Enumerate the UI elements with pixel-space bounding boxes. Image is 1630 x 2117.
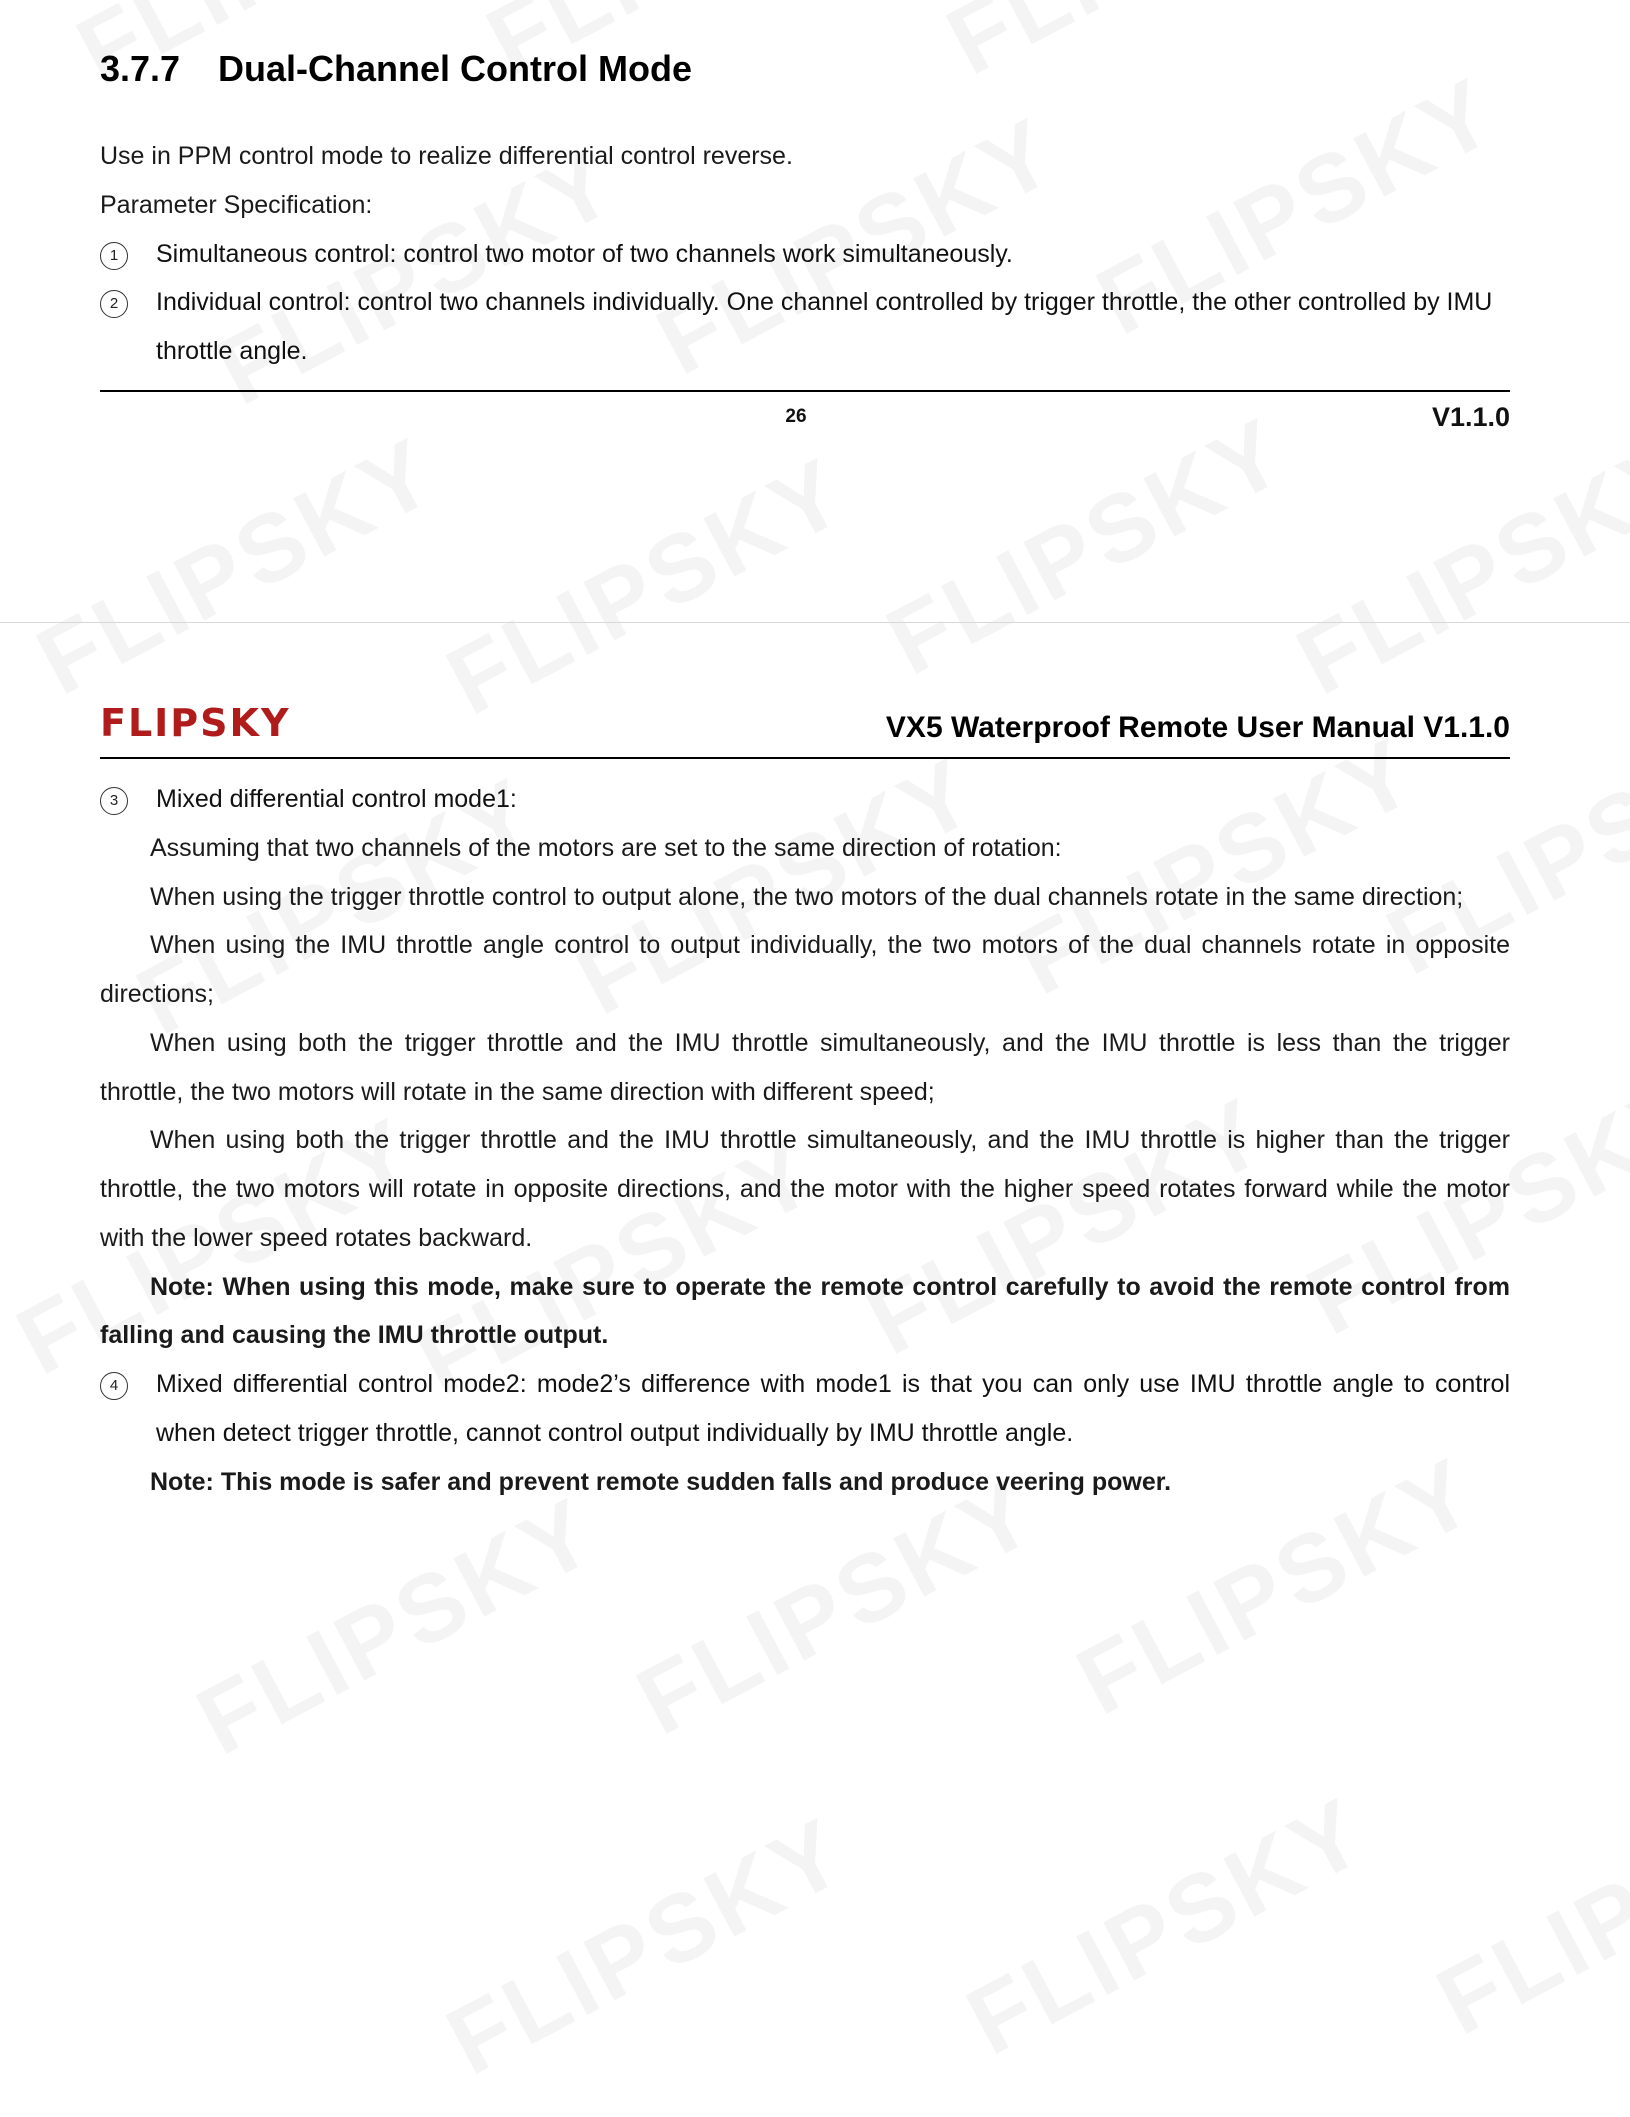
list-item-text-4: Mixed differential control mode2: mode2’s difference with mode1 is that you can only use IMU throttle angle to control when detect trigger throttle, cannot control output individually by IMU throttle angle. (156, 1370, 1510, 1447)
paragraph-assumption: Assuming that two channels of the motors are set to the same direction of rotation: (150, 833, 1062, 862)
list-item (100, 1360, 1510, 1458)
page-footer (100, 392, 1510, 433)
document-title: VX5 Waterproof Remote User Manual V1.1.0 (885, 711, 1510, 744)
list-item (100, 278, 1510, 376)
list-item-text-3: Mixed differential control mode1: (156, 785, 517, 813)
list-marker-3: 3 (100, 787, 128, 815)
paragraph-imu-alone: When using the IMU throttle angle control to output individually, the two motors of the dual channels rotate in opposite directions; (100, 931, 1510, 1008)
footer-page-number: 26 (785, 406, 807, 428)
note-one: Note: When using this mode, make sure to operate the remote control carefully to avoid the remote control from falling and causing the IMU throttle output. (100, 1272, 1510, 1350)
list-item (100, 230, 1510, 279)
list-marker-1: 1 (100, 242, 128, 270)
page-header (100, 623, 1510, 745)
list-item-text-1: Simultaneous control: control two motor of two channels work simultaneously. (156, 239, 1013, 268)
note-two: Note: This mode is safer and prevent remote sudden falls and produce veering power. (150, 1467, 1172, 1496)
page-title (100, 0, 1510, 90)
paragraph-imu-higher: When using both the trigger throttle and the IMU throttle simultaneously, and the IMU throttle is higher than the trigger throttle, the two motors will rotate in opposite directions, and the motor with the higher speed rotates forward while the motor with the lower speed rotates backward. (100, 1126, 1510, 1252)
paragraph-trigger-alone: When using the trigger throttle control to output alone, the two motors of the dual channels rotate in the same direction; (150, 882, 1464, 911)
list-marker-2: 2 (100, 290, 128, 318)
watermark-text (430, 1797, 864, 2098)
header-divider (100, 757, 1510, 759)
page-one (0, 0, 1630, 620)
list-item-text-2: Individual control: control two channels individually. One channel controlled by trigger throttle, the other controlled by IMU throttle angle. (156, 288, 1493, 365)
page-two (0, 623, 1630, 1546)
section-number: 3.7.7 (100, 48, 181, 89)
watermark-text (950, 1777, 1384, 2078)
list-marker-4: 4 (100, 1372, 128, 1400)
list-item (100, 775, 1510, 824)
paragraph-intro: Use in PPM control mode to realize differential control reverse. (100, 142, 793, 170)
flipsky-logo: FLIPSKY (100, 701, 291, 745)
paragraph-parameter-spec: Parameter Specification: (100, 190, 373, 219)
footer-version: V1.1.0 (1431, 401, 1510, 432)
paragraph-imu-less: When using both the trigger throttle and the IMU throttle simultaneously, and the IMU throttle is less than the trigger throttle, the two motors will rotate in the same direction with different speed; (100, 1028, 1510, 1106)
section-title: Dual-Channel Control Mode (218, 48, 692, 89)
watermark-text (1420, 1757, 1630, 2058)
